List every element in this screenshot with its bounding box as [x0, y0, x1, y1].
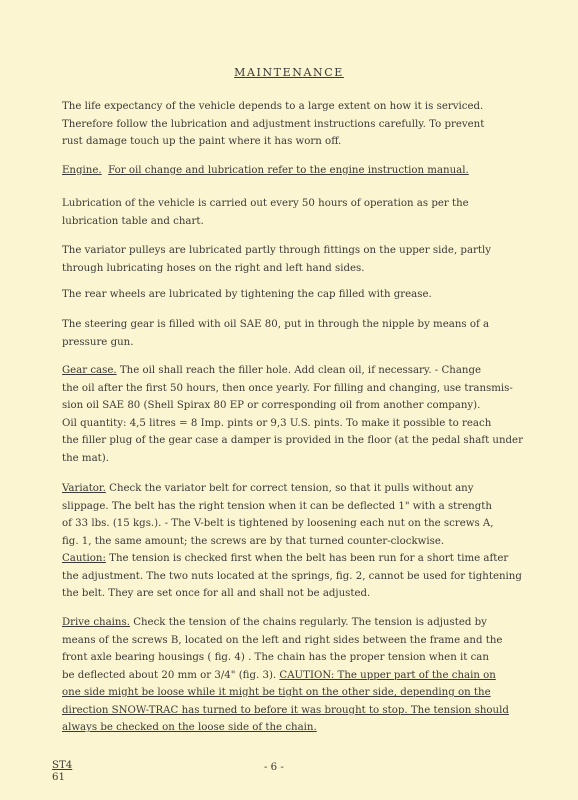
steering-line: pressure gun. [62, 336, 134, 348]
intro-line: rust damage touch up the paint where it has worn off. [62, 136, 342, 147]
engine-text: For oil change and lubrication refer to the engine instruction manual. [108, 165, 469, 176]
variator-paragraph [62, 480, 532, 603]
variator-line: fig. 1, the same amount; the screws are by that turned counter-clockwise. [62, 535, 445, 547]
rear-wheels-paragraph [62, 286, 532, 304]
steering-line: The steering gear is filled with oil SAE 80, put in through the nipple by means of a [62, 319, 490, 330]
caution-heading: Caution: [62, 553, 106, 564]
lubrication-line: Lubrication of the vehicle is carried out every 50 hours of operation as per the [62, 198, 469, 209]
drive-chains-line: front axle bearing housings ( fig. 4) . The chain has the proper tension when it can [62, 652, 489, 663]
page-number: - 6 - [264, 762, 284, 773]
gear-case-heading: Gear case. [62, 365, 117, 376]
variator-line: of 33 lbs. (15 kgs.). - The V-belt is tightened by loosening each nut on the screws A, [62, 518, 494, 529]
document-code-bottom: 61 [52, 772, 65, 783]
rear-wheels-line: The rear wheels are lubricated by tightening the cap filled with grease. [62, 289, 432, 300]
drive-chains-line: be deflected about 20 mm or 3/4" (fig. 3). [62, 669, 280, 681]
page-title: MAINTENANCE [234, 66, 344, 79]
chains-caution-text: CAUTION: The upper part of the chain on [279, 669, 496, 681]
drive-chains-line: means of the screws B, located on the left and right sides between the frame and the [62, 634, 503, 646]
chains-caution-line: always be checked on the loose side of the chain. [62, 722, 317, 733]
gear-case-paragraph [62, 362, 532, 467]
variator-pulleys-paragraph [62, 242, 532, 277]
pulleys-line: through lubricating hoses on the right and left hand sides. [62, 262, 365, 274]
engine-heading: Engine. [62, 165, 102, 176]
gear-case-line: the oil after the first 50 hours, then once yearly. For filling and changing, use transmis- [62, 382, 513, 394]
gear-case-line: Oil quantity: 4,5 litres = 8 Imp. pints or 9,3 U.S. pints. To make it possible to reach [62, 417, 492, 429]
steering-paragraph [62, 316, 532, 351]
drive-chains-line: Check the tension of the chains regularly. The tension is adjusted by [129, 617, 487, 628]
gear-case-line: the filler plug of the gear case a damper is provided in the floor (at the pedal shaft under [62, 435, 523, 446]
lubrication-line: lubrication table and chart. [62, 215, 204, 227]
chains-caution-line: direction SNOW-TRAC has turned to before it was brought to stop. The tension should [62, 704, 509, 716]
variator-line: Check the variator belt for correct tension, so that it pulls without any [105, 483, 474, 494]
chains-caution-line: one side might be loose while it might be tight on the other side, depending on the [62, 687, 491, 698]
gear-case-line: sion oil SAE 80 (Shell Spirax 80 EP or corresponding oil from another company). [62, 400, 481, 411]
intro-line: Therefore follow the lubrication and adjustment instructions carefully. To prevent [62, 118, 485, 130]
variator-line: slippage. The belt has the right tension when it can be deflected 1" with a strength [62, 500, 492, 512]
gear-case-line: the mat). [62, 452, 109, 464]
drive-chains-paragraph [62, 614, 532, 737]
engine-paragraph [62, 162, 532, 180]
document-code-top: ST4 [52, 760, 73, 771]
intro-paragraph [62, 98, 532, 151]
drive-chains-heading: Drive chains. [62, 617, 130, 628]
document-code [52, 760, 72, 784]
gear-case-line: The oil shall reach the filler hole. Add clean oil, if necessary. - Change [116, 365, 482, 376]
variator-heading: Variator. [62, 483, 106, 494]
intro-line: The life expectancy of the vehicle depends to a large extent on how it is serviced. [62, 101, 484, 112]
caution-line: the adjustment. The two nuts located at the springs, fig. 2, cannot be used for tightening [62, 570, 522, 582]
lubrication-paragraph [62, 195, 532, 230]
caution-line: The tension is checked first when the belt has been run for a short time after [105, 553, 509, 564]
caution-line: the belt. They are set once for all and shall not be adjusted. [62, 588, 371, 599]
pulleys-line: The variator pulleys are lubricated partly through fittings on the upper side, partly [62, 245, 492, 256]
